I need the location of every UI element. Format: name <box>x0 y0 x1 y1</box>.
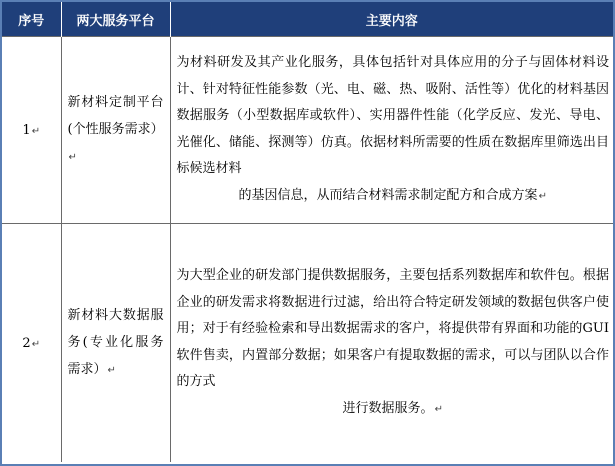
row-content-cell <box>170 224 613 463</box>
table-header-row <box>2 2 613 37</box>
paragraph-mark: ↵ <box>31 338 41 350</box>
service-platform-table <box>2 2 613 462</box>
row-content-main: 为材料研发及其产业化服务，具体包括针对具体应用的分子与固体材料设计、针对特征性能参数（光、电、磁、热、吸附、活性等）优化的材料基因数据服务（小型数据库或软件）、实用器件性能（化学反应、发光、导电、光催化、储能、探测等）仿真。依据材料所需要的性质在数据库里筛选出目标候选材料 <box>176 55 609 176</box>
paragraph-mark: ↵ <box>68 152 77 163</box>
row-platform: 新材料定制平台(个性服务需求） <box>67 95 164 137</box>
row-platform: 新材料大数据服务(专业化服务需求） <box>67 308 164 377</box>
table-row <box>2 224 613 463</box>
row-index: 1 <box>22 122 31 138</box>
table-row <box>2 37 613 224</box>
header-index: 序号 <box>2 2 61 37</box>
header-content: 主要内容 <box>170 2 613 37</box>
paragraph-mark: ↵ <box>434 403 443 415</box>
row-index-cell <box>2 37 61 224</box>
row-content-last: 进行数据服务。 <box>342 400 434 416</box>
row-content-cell <box>170 37 613 224</box>
header-platform: 两大服务平台 <box>61 2 170 37</box>
paragraph-mark: ↵ <box>31 125 41 137</box>
row-content-main: 为大型企业的研发部门提供数据服务，主要包括系列数据库和软件包。根据企业的研发需求将数据进行过滤，给出符合特定研发领域的数据包供客户使用；对于有经验检索和导出数据需求的客户，将提供带有界面和功能的GUI软件售卖，内置部分数据；如果客户有提取数据的需求，可以与团队以合作的方式 <box>176 268 609 389</box>
row-content-last: 的基因信息，从而结合材料需求制定配方和合成方案 <box>238 187 538 203</box>
row-index-cell <box>2 224 61 463</box>
paragraph-mark: ↵ <box>107 365 116 376</box>
row-platform-cell <box>61 37 170 224</box>
row-platform-cell <box>61 224 170 463</box>
row-index: 2 <box>22 335 31 351</box>
paragraph-mark: ↵ <box>538 190 547 202</box>
